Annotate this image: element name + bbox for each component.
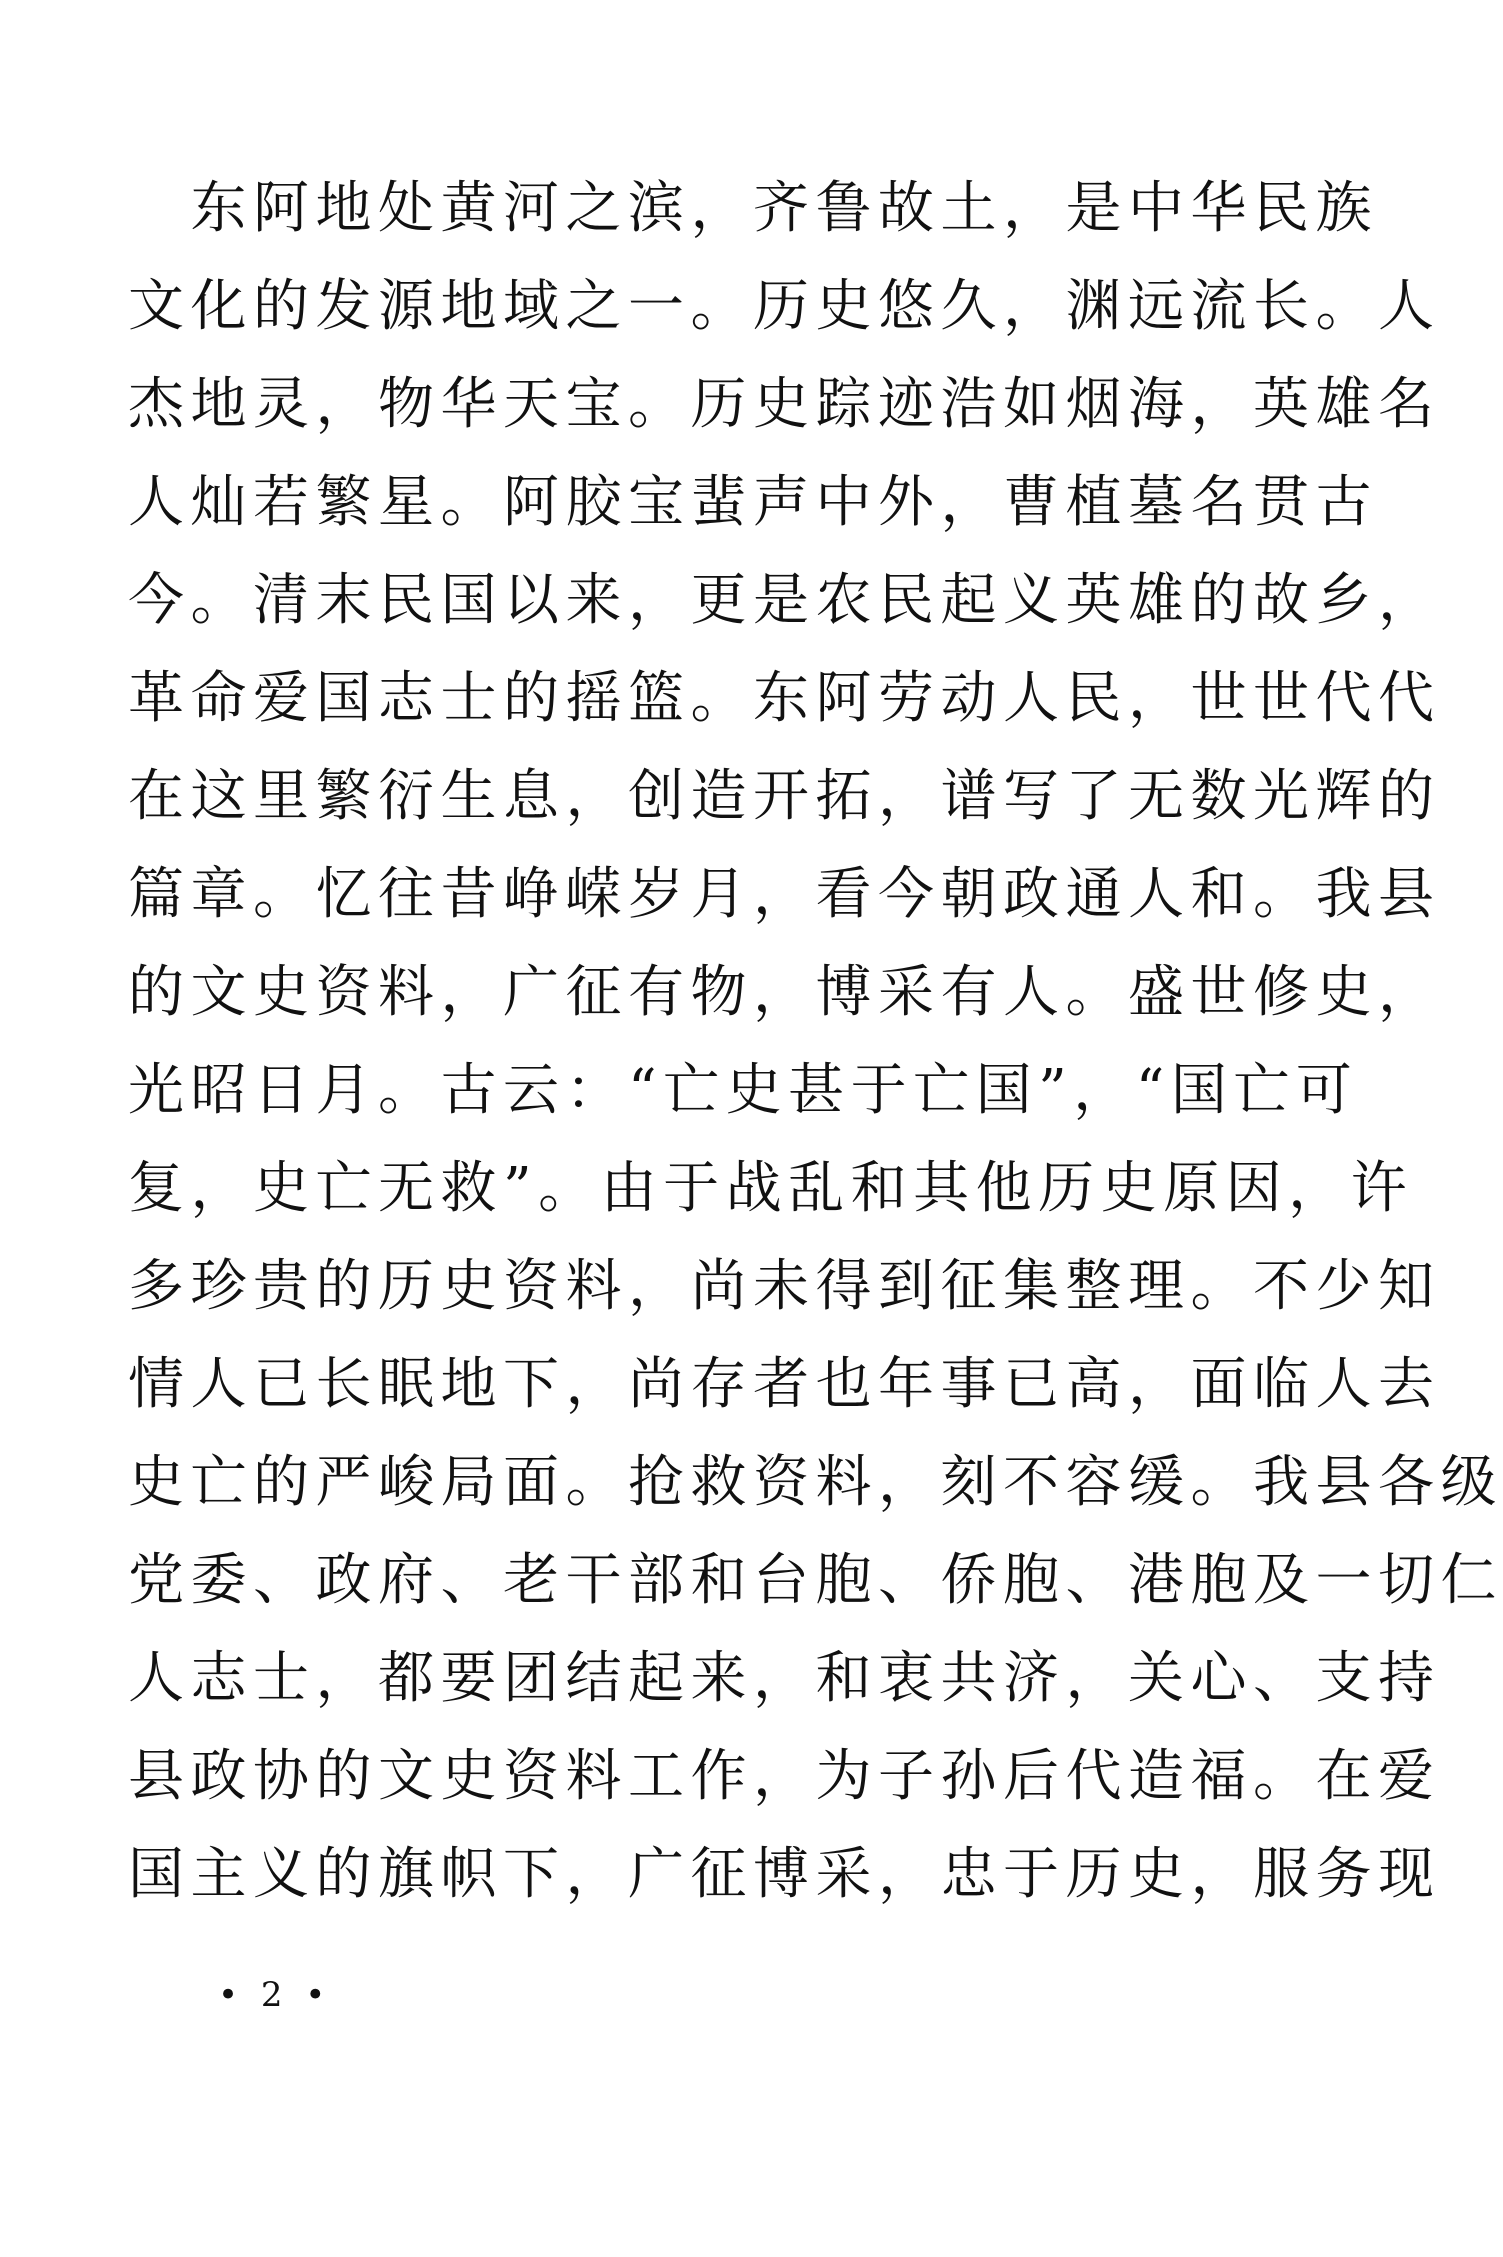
text-line: 在这里繁衍生息，创造开拓，谱写了无数光辉的 <box>128 764 1441 829</box>
text-line: 史亡的严峻局面。抢救资料，刻不容缓。我县各级 <box>128 1450 1503 1515</box>
text-line: 的文史资料，广征有物，博采有人。盛世修史， <box>128 960 1441 1025</box>
text-line: 革命爱国志士的摇篮。东阿劳动人民，世世代代 <box>128 666 1441 731</box>
text-line: 复，史亡无救”。由于战乱和其他历史原因，许 <box>128 1156 1414 1221</box>
text-line: 党委、政府、老干部和台胞、侨胞、港胞及一切仁 <box>128 1548 1503 1613</box>
text-line: 县政协的文史资料工作，为子孙后代造福。在爱 <box>128 1744 1441 1809</box>
text-line: 杰地灵，物华天宝。历史踪迹浩如烟海，英雄名 <box>128 372 1441 437</box>
text-line: 光昭日月。古云：“亡史甚于亡国”，“国亡可 <box>128 1058 1359 1123</box>
text-line: 今。清末民国以来，更是农民起义英雄的故乡， <box>128 568 1441 633</box>
text-line: 东阿地处黄河之滨，齐鲁故土，是中华民族 <box>128 176 1378 241</box>
text-line: 国主义的旗帜下，广征博采，忠于历史，服务现 <box>128 1842 1441 1907</box>
text-line: 人灿若繁星。阿胶宝蜚声中外，曹植墓名贯古 <box>128 470 1378 535</box>
body-text <box>128 160 1503 1924</box>
text-line: 情人已长眠地下，尚存者也年事已高，面临人去 <box>128 1352 1441 1417</box>
text-line: 篇章。忆往昔峥嵘岁月，看今朝政通人和。我县 <box>128 862 1441 927</box>
text-line: 文化的发源地域之一。历史悠久，渊远流长。人 <box>128 274 1441 339</box>
text-line: 多珍贵的历史资料，尚未得到征集整理。不少知 <box>128 1254 1441 1319</box>
text-line: 人志士，都要团结起来，和衷共济，关心、支持 <box>128 1646 1441 1711</box>
page-number: • 2 • <box>218 1975 332 2015</box>
